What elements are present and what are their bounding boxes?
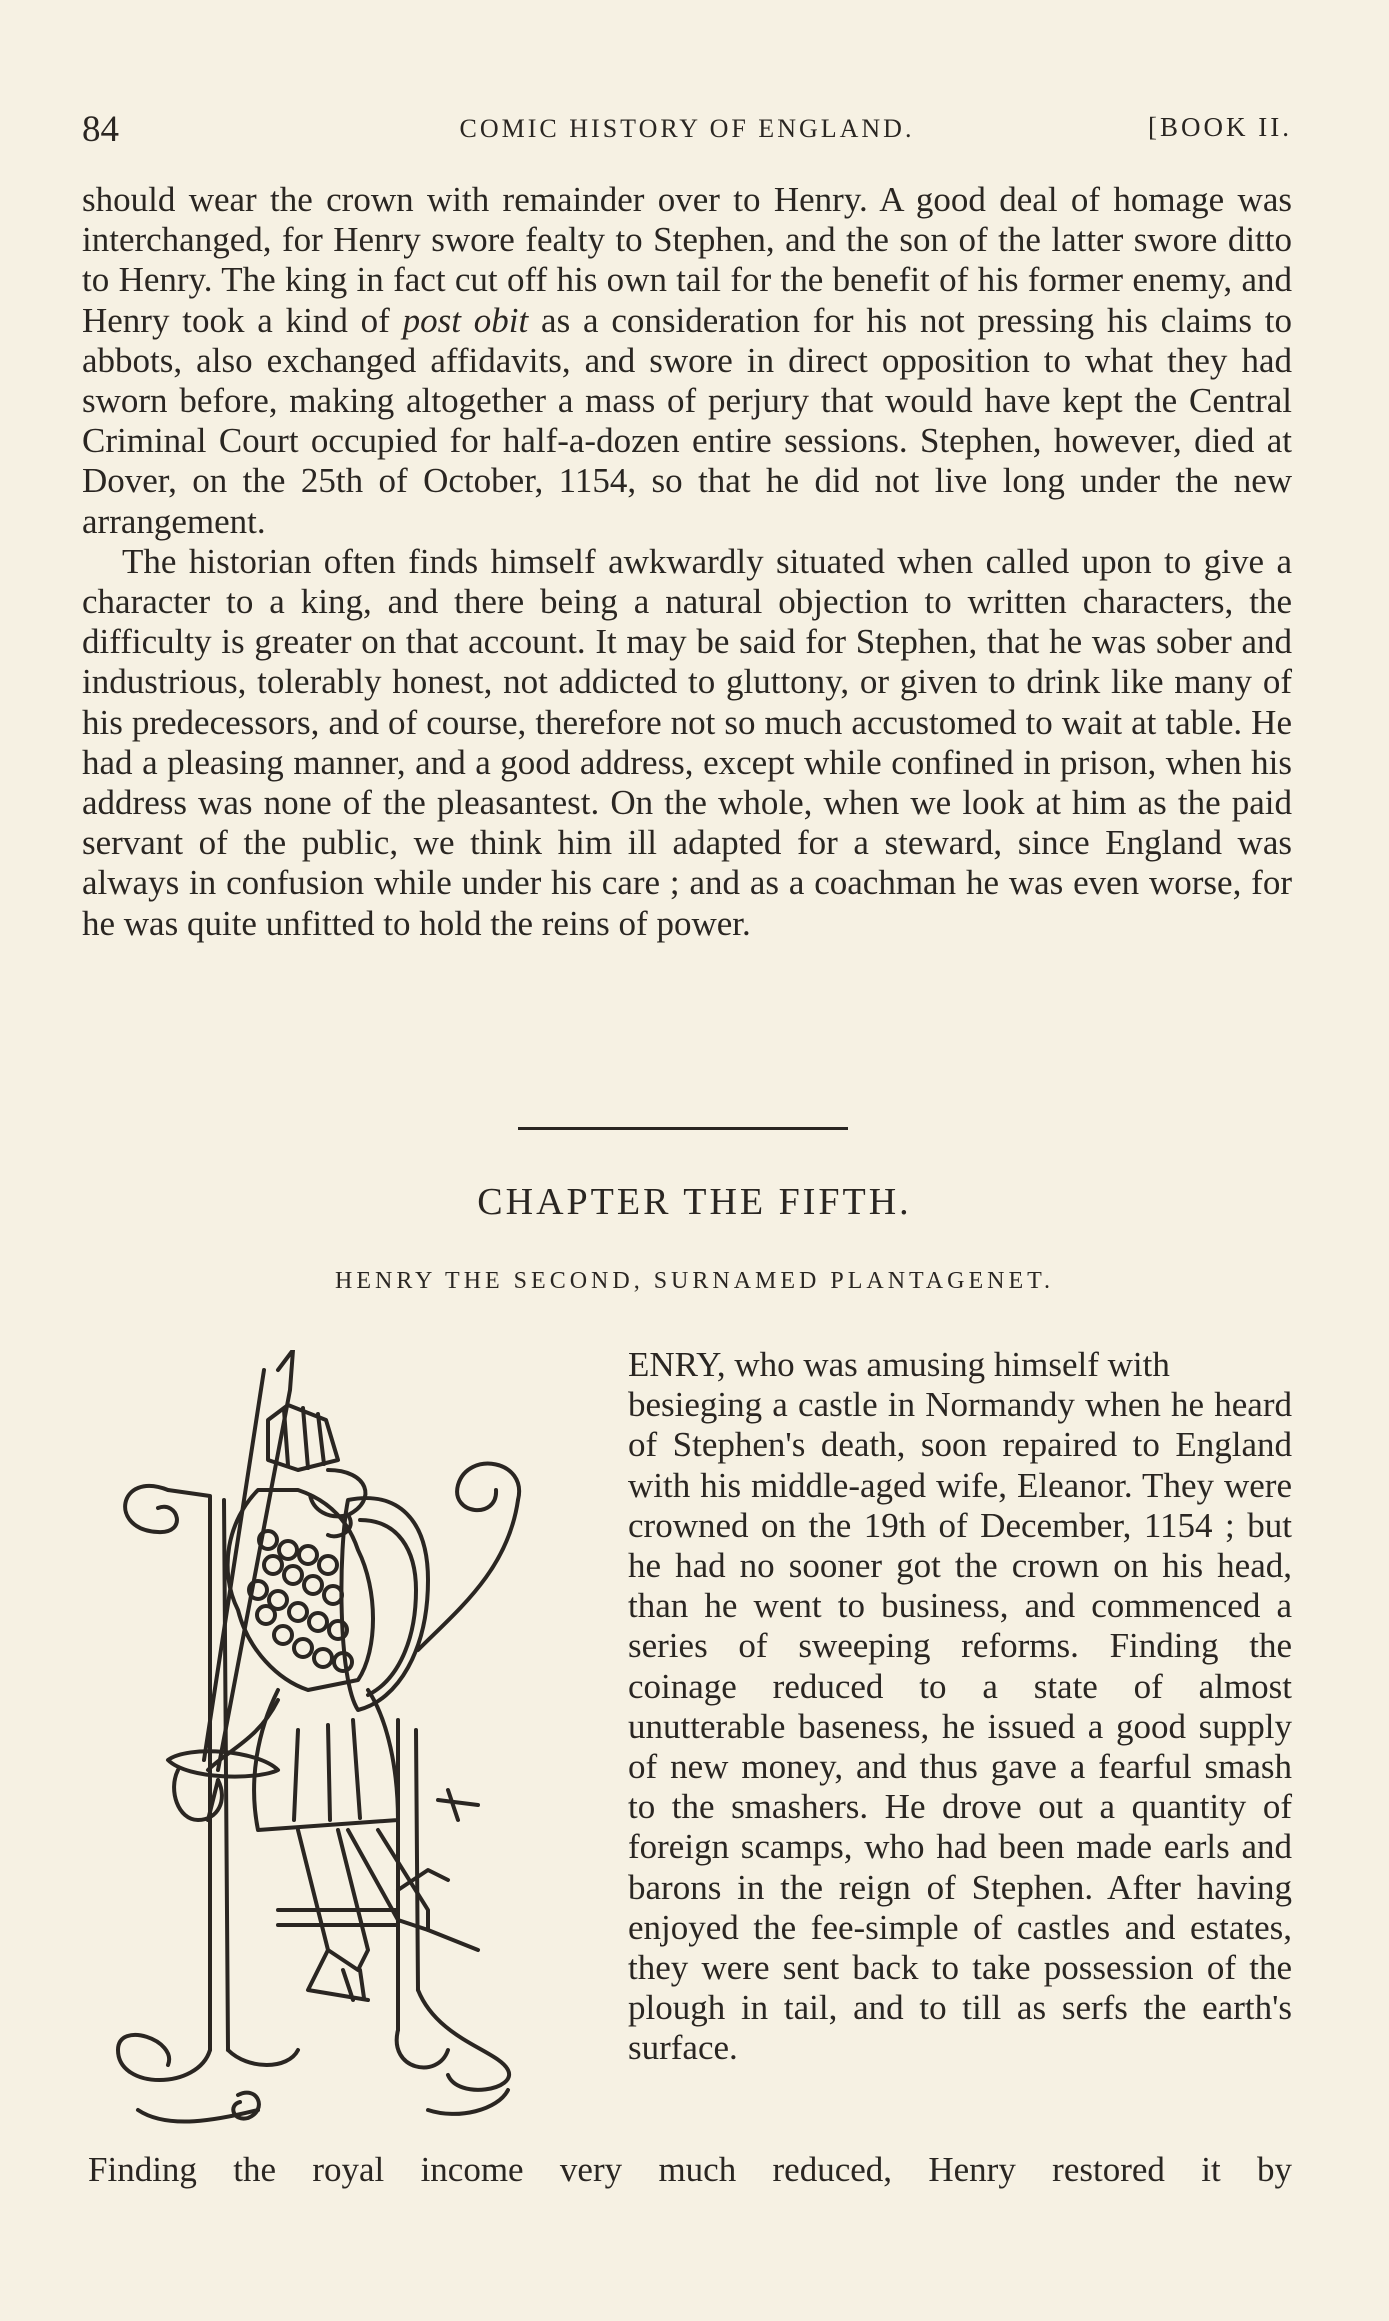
section-divider (518, 1127, 848, 1130)
knight-initial-h-illustration (98, 1350, 604, 2134)
chapter-opening-text (600, 1345, 1292, 2069)
drop-cap-continuation: ENRY, who was amusing himself with (628, 1345, 1170, 1384)
chapter-title: CHAPTER THE FIFTH. (477, 1181, 912, 1223)
full-width-line: Finding the royal income very much reduced, Henry restored it by (88, 2150, 1292, 2189)
running-title: COMIC HISTORY OF ENGLAND. (459, 114, 915, 143)
italic-phrase: post obit (402, 300, 529, 340)
page-header (82, 108, 1292, 152)
paragraph: The historian often finds himself awkwardly situated when called upon to give a character to a king, and there being a natural objection to written characters, the difficulty is greater on that account. It may be said for Stephen, that he was sober and industrious, tolerably honest, not addicted to gluttony, or given to drink like many of his predecessors, and of course, therefore not so much accustomed to wait at table. He had a pleasing manner, and a good address, except while confined in prison, when his address was none of the pleasantest. On the whole, when we look at him as the paid servant of the public, we think him ill adapted for a steward, since England was always in confusion while under his care ; and as a coachman he was even worse, for he was quite unfitted to hold the reins of power. (82, 541, 1292, 943)
continuation-text (82, 180, 1292, 944)
page-number: 84 (82, 109, 119, 150)
paragraph (600, 1345, 1292, 2069)
paragraph: should wear the crown with remainder over to Henry. A good deal of homage was interchanged, for Henry swore fealty to Stephen, and the son of the latter swore ditto to Henry. The king in fact cut off his own tail for the benefit of his former enemy, and Henry took a kind of post obit as a consideration for his not pressing his claims to abbots, also exchanged affidavits, and swore in direct opposition to what they had sworn before, making altogether a mass of perjury that would have kept the Central Criminal Court occupied for half-a-dozen entire sessions. Stephen, however, died at Dover, on the 25th of October, 1154, so that he did not live long under the new arrangement. (82, 180, 1293, 541)
wrapped-text: besieging a castle in Normandy when he heard of Stephen's death, soon repaired to England with his middle-aged wife, Eleanor. They were crowned on the 19th of December, 1154 ; but he had no sooner got the crown on his head, than he went to business, and commenced a series of sweeping reforms. Finding the coinage reduced to a state of almost unutterable baseness, he issued a good supply of new money, and thus gave a fearful smash to the smashers. He drove out a quantity of foreign scamps, who had been made earls and barons in the reign of Stephen. After having enjoyed the fee-simple of castles and estates, they were sent back to take possession of the plough in tail, and to till as serfs the earth's surface. (628, 1385, 1292, 2068)
chapter-subtitle: HENRY THE SECOND, SURNAMED PLANTAGENET. (335, 1268, 1054, 1294)
book-reference: [BOOK II. (1148, 112, 1292, 142)
